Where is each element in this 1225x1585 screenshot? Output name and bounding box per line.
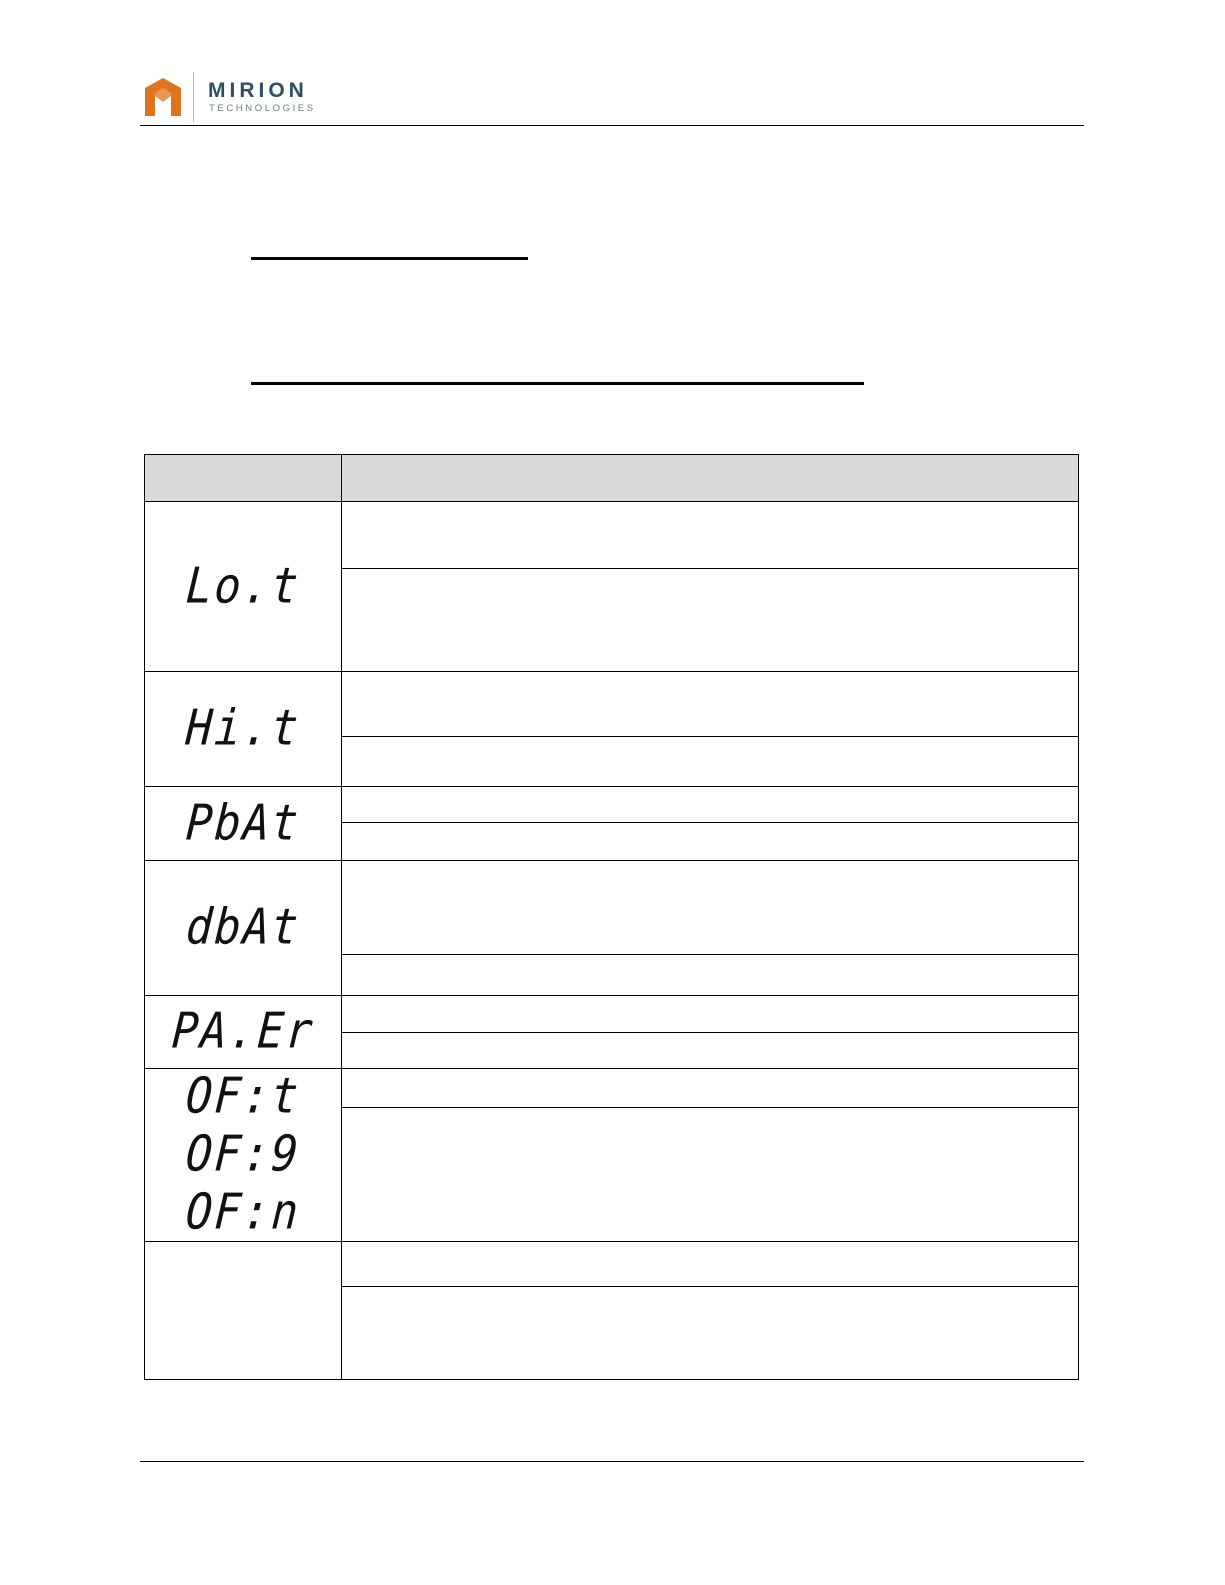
footer-rule xyxy=(140,1461,1084,1462)
sub-row-divider xyxy=(342,822,1078,823)
sub-row-divider xyxy=(342,1286,1078,1287)
logo-divider xyxy=(193,72,194,122)
table-row xyxy=(145,1242,341,1380)
lcd-code-overflow-t: OF:t xyxy=(184,1067,302,1125)
lcd-code-overflow-9: OF:9 xyxy=(184,1125,302,1183)
table-row xyxy=(145,1069,341,1241)
sub-row-divider xyxy=(342,736,1078,737)
mirion-logo-icon xyxy=(145,78,181,116)
sub-row-divider xyxy=(342,568,1078,569)
lcd-code-stack xyxy=(184,1067,302,1241)
sub-row-divider xyxy=(342,1107,1078,1108)
table-row xyxy=(145,787,341,860)
lcd-code-low-temp: Lo.t xyxy=(184,557,302,615)
lcd-code-high-temp: Hi.t xyxy=(184,699,302,757)
sub-row-divider xyxy=(342,954,1078,955)
lcd-code-pa-error: PA.Er xyxy=(170,1002,317,1060)
brand-name: MIRION xyxy=(208,79,308,102)
lcd-code-probe-battery: PbAt xyxy=(184,794,302,852)
table-row xyxy=(145,996,341,1068)
subsection-heading-underline xyxy=(251,382,864,385)
table-row xyxy=(145,861,341,995)
header-rule xyxy=(140,125,1084,126)
error-code-table xyxy=(144,454,1079,1380)
table-header-row xyxy=(145,455,1078,502)
table-row xyxy=(145,502,341,671)
lcd-code-overflow-n: OF:n xyxy=(184,1183,302,1241)
sub-row-divider xyxy=(342,1032,1078,1033)
section-heading-underline xyxy=(251,257,528,260)
brand-subtitle: TECHNOLOGIES xyxy=(209,103,316,114)
lcd-code-device-battery: dbAt xyxy=(184,898,302,956)
table-row xyxy=(145,672,341,786)
